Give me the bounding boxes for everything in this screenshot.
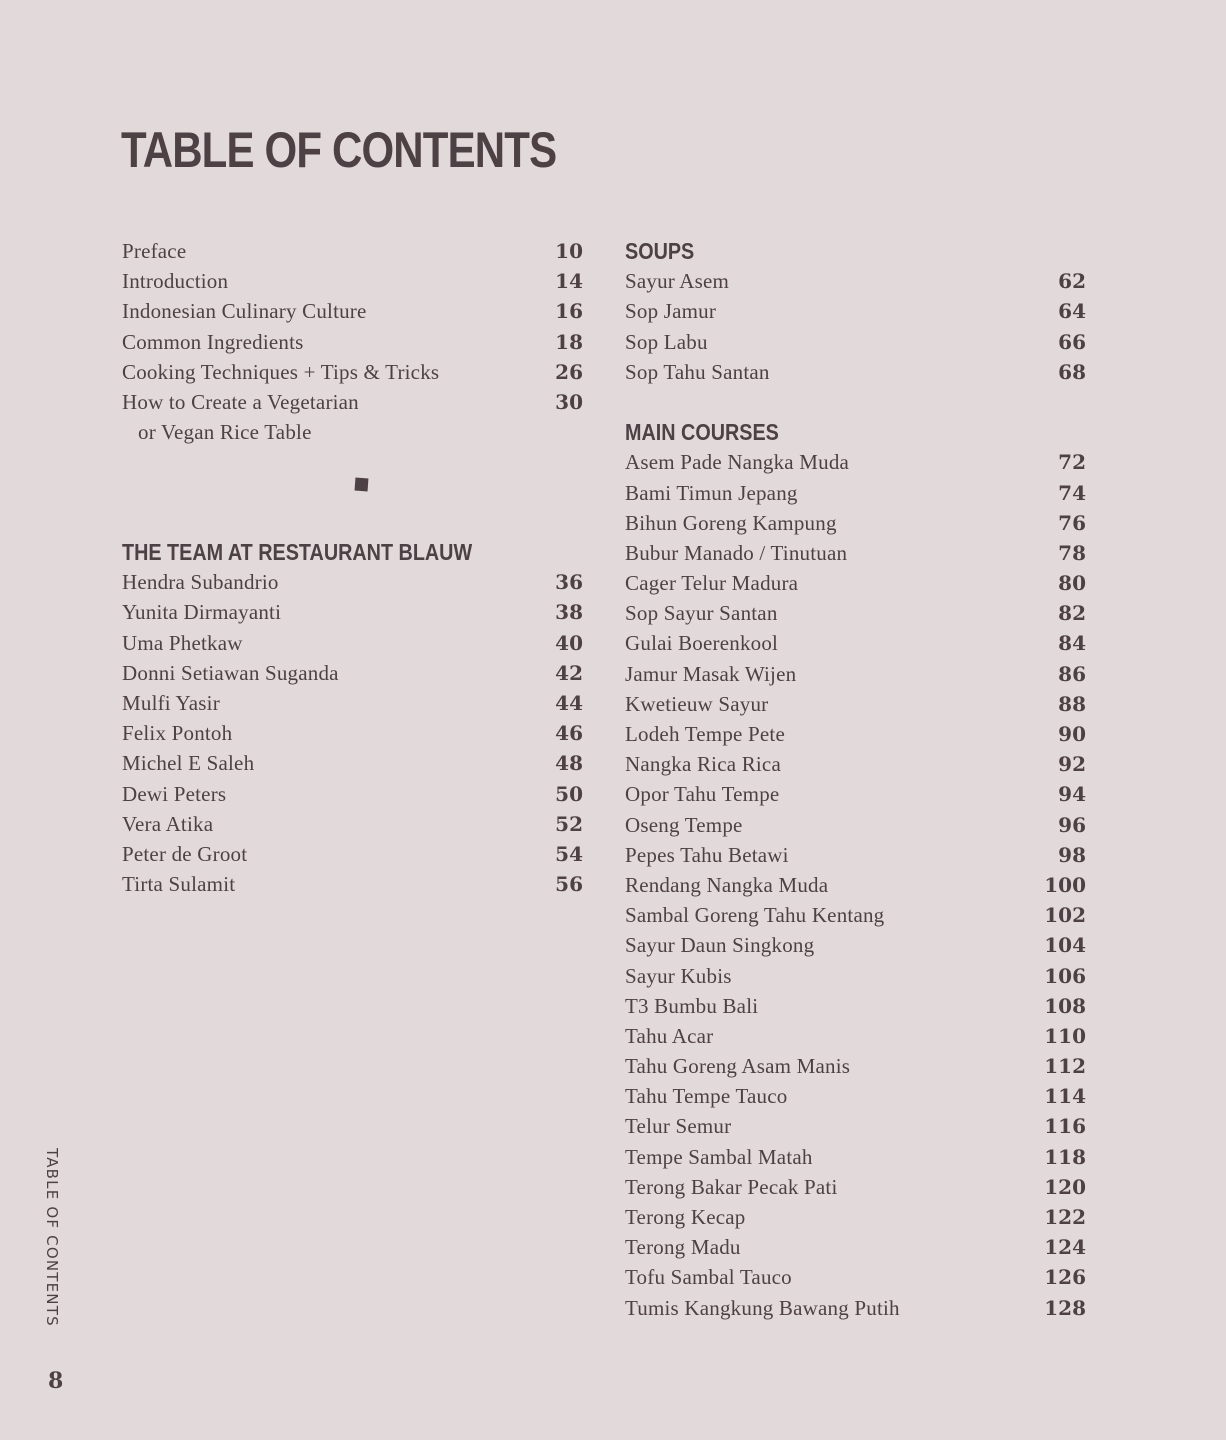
entry-title: Yunita Dirmayanti bbox=[122, 600, 282, 625]
team-section bbox=[122, 537, 583, 899]
entry-page: 108 bbox=[1044, 993, 1086, 1018]
entry-title: Indonesian Culinary Culture bbox=[122, 299, 367, 324]
toc-entry bbox=[122, 597, 583, 627]
soups-list bbox=[625, 266, 1086, 387]
entry-page: 48 bbox=[555, 751, 583, 776]
entry-page: 36 bbox=[555, 570, 583, 595]
toc-entry bbox=[625, 810, 1086, 840]
entry-page: 14 bbox=[555, 269, 583, 294]
entry-page: 94 bbox=[1058, 782, 1086, 807]
toc-entry bbox=[122, 327, 583, 357]
entry-title: Cager Telur Madura bbox=[625, 571, 799, 596]
toc-entry bbox=[625, 961, 1086, 991]
entry-title: Mulfi Yasir bbox=[122, 690, 220, 715]
section-heading-main-courses: MAIN COURSES bbox=[625, 419, 779, 446]
running-head: TABLE OF CONTENTS bbox=[43, 1148, 61, 1327]
toc-entry bbox=[122, 809, 583, 839]
entry-title: Dewi Peters bbox=[122, 781, 227, 806]
entry-title: Bihun Goreng Kampung bbox=[625, 510, 837, 535]
entry-page: 88 bbox=[1058, 691, 1086, 716]
toc-entry bbox=[122, 628, 583, 658]
entry-title: Sayur Kubis bbox=[625, 963, 732, 988]
toc-entry bbox=[625, 1111, 1086, 1141]
entry-title: Preface bbox=[122, 239, 187, 263]
entry-title: Hendra Subandrio bbox=[122, 570, 279, 595]
entry-page: 122 bbox=[1044, 1205, 1086, 1229]
entry-title: Introduction bbox=[122, 269, 229, 294]
toc-entry bbox=[625, 779, 1086, 809]
entry-page: 80 bbox=[1058, 571, 1086, 596]
entry-page: 18 bbox=[555, 329, 583, 354]
toc-entry bbox=[625, 719, 1086, 749]
entry-page: 112 bbox=[1044, 1054, 1086, 1079]
entry-title: Tahu Goreng Asam Manis bbox=[625, 1054, 851, 1079]
toc-entry bbox=[122, 357, 583, 387]
entry-page: 30 bbox=[555, 389, 583, 414]
toc-entry bbox=[122, 296, 583, 326]
entry-title: Sayur Asem bbox=[625, 269, 730, 294]
toc-entry bbox=[625, 659, 1086, 689]
entry-title: Asem Pade Nangka Muda bbox=[625, 450, 850, 475]
entry-title-continuation: or Vegan Rice Table bbox=[138, 420, 312, 445]
entry-page: 16 bbox=[555, 299, 583, 324]
entry-page: 38 bbox=[555, 600, 583, 625]
toc-entry bbox=[625, 870, 1086, 900]
entry-page: 44 bbox=[555, 690, 583, 715]
entry-page: 40 bbox=[555, 630, 583, 655]
entry-page: 50 bbox=[555, 781, 583, 806]
toc-entry bbox=[625, 628, 1086, 658]
toc-entry bbox=[122, 748, 583, 778]
entry-page: 82 bbox=[1058, 601, 1086, 626]
entry-page: 90 bbox=[1058, 722, 1086, 746]
section-spacer bbox=[625, 387, 1086, 417]
entry-page: 126 bbox=[1044, 1265, 1086, 1290]
entry-page: 86 bbox=[1058, 661, 1086, 686]
entry-title: Donni Setiawan Suganda bbox=[122, 660, 339, 685]
toc-entry bbox=[625, 1081, 1086, 1111]
page-title: TABLE OF CONTENTS bbox=[121, 122, 557, 178]
entry-page: 106 bbox=[1044, 963, 1086, 988]
toc-entry bbox=[625, 840, 1086, 870]
team-list bbox=[122, 567, 583, 899]
toc-entry bbox=[625, 900, 1086, 930]
entry-title: Oseng Tempe bbox=[625, 812, 743, 837]
entry-page: 10 bbox=[555, 239, 583, 263]
entry-title: Tofu Sambal Tauco bbox=[625, 1265, 792, 1290]
entry-title: Terong Kecap bbox=[625, 1205, 746, 1229]
entry-page: 26 bbox=[555, 359, 583, 384]
entry-page: 72 bbox=[1058, 450, 1086, 475]
entry-title: Sop Jamur bbox=[625, 299, 717, 324]
front-matter-list bbox=[122, 236, 583, 447]
entry-title: Gulai Boerenkool bbox=[625, 631, 779, 656]
entry-title: Jamur Masak Wijen bbox=[625, 661, 797, 686]
toc-entry bbox=[625, 327, 1086, 357]
entry-page: 102 bbox=[1044, 903, 1086, 928]
entry-page: 42 bbox=[555, 660, 583, 685]
entry-title: Lodeh Tempe Pete bbox=[625, 722, 785, 746]
entry-page: 62 bbox=[1058, 269, 1086, 294]
entry-title: Sop Tahu Santan bbox=[625, 359, 770, 384]
entry-title: Sop Labu bbox=[625, 329, 708, 354]
entry-page: 74 bbox=[1058, 480, 1086, 505]
toc-entry bbox=[122, 266, 583, 296]
entry-title: Cooking Techniques + Tips & Tricks bbox=[122, 359, 440, 384]
entry-page: 64 bbox=[1058, 299, 1086, 324]
entry-title: Terong Madu bbox=[625, 1235, 741, 1260]
toc-entry bbox=[625, 1051, 1086, 1081]
toc-entry bbox=[625, 538, 1086, 568]
entry-title: Tempe Sambal Matah bbox=[625, 1144, 813, 1169]
entry-page: 100 bbox=[1044, 872, 1086, 897]
entry-title: Bubur Manado / Tinutuan bbox=[625, 540, 848, 565]
entry-title: Bami Timun Jepang bbox=[625, 480, 798, 505]
toc-entry bbox=[625, 1293, 1086, 1323]
entry-page: 98 bbox=[1058, 842, 1086, 867]
toc-entry bbox=[625, 598, 1086, 628]
entry-title: Sayur Daun Singkong bbox=[625, 933, 815, 958]
entry-title: Uma Phetkaw bbox=[122, 630, 243, 655]
toc-entry bbox=[625, 930, 1086, 960]
toc-entry bbox=[625, 508, 1086, 538]
entry-page: 116 bbox=[1044, 1114, 1086, 1139]
toc-entry bbox=[625, 1232, 1086, 1262]
entry-page: 84 bbox=[1058, 631, 1086, 656]
toc-entry bbox=[625, 447, 1086, 477]
entry-title: Terong Bakar Pecak Pati bbox=[625, 1174, 838, 1199]
toc-entry bbox=[625, 1202, 1086, 1232]
entry-page: 66 bbox=[1058, 329, 1086, 354]
entry-title: Tahu Acar bbox=[625, 1023, 714, 1048]
entry-title: Tumis Kangkung Bawang Putih bbox=[625, 1295, 900, 1320]
entry-page: 76 bbox=[1058, 510, 1086, 535]
toc-entry bbox=[625, 357, 1086, 387]
toc-entry bbox=[122, 718, 583, 748]
ornament-square-icon bbox=[355, 478, 369, 492]
toc-entry bbox=[122, 567, 583, 597]
entry-page: 114 bbox=[1044, 1084, 1086, 1109]
entry-title-line: How to Create a Vegetarian bbox=[122, 389, 359, 414]
entry-page: 118 bbox=[1044, 1144, 1086, 1169]
entry-page: 92 bbox=[1058, 752, 1086, 777]
toc-entry bbox=[625, 991, 1086, 1021]
toc-entry bbox=[625, 1172, 1086, 1202]
entry-title bbox=[122, 387, 359, 447]
toc-entry bbox=[122, 688, 583, 718]
toc-entry bbox=[625, 478, 1086, 508]
toc-entry bbox=[625, 1142, 1086, 1172]
entry-title: Telur Semur bbox=[625, 1114, 732, 1139]
entry-title: Tahu Tempe Tauco bbox=[625, 1084, 788, 1109]
section-heading-team: THE TEAM AT RESTAURANT BLAUW bbox=[122, 539, 473, 565]
entry-title: Common Ingredients bbox=[122, 329, 304, 354]
main-courses-list bbox=[625, 447, 1086, 1322]
entry-title: Pepes Tahu Betawi bbox=[625, 842, 789, 867]
entry-title: Felix Pontoh bbox=[122, 721, 233, 746]
entry-title: Sambal Goreng Tahu Kentang bbox=[625, 903, 885, 928]
entry-title: Kwetieuw Sayur bbox=[625, 691, 769, 716]
entry-page: 128 bbox=[1044, 1295, 1086, 1320]
toc-right-column bbox=[625, 236, 1086, 1323]
entry-page: 110 bbox=[1044, 1023, 1086, 1048]
entry-page: 120 bbox=[1044, 1174, 1086, 1199]
entry-title: Nangka Rica Rica bbox=[625, 752, 781, 777]
entry-page: 78 bbox=[1058, 540, 1086, 565]
entry-page: 54 bbox=[555, 841, 583, 866]
page-number: 8 bbox=[48, 1368, 64, 1394]
entry-title: Vera Atika bbox=[122, 811, 214, 836]
toc-entry bbox=[625, 749, 1086, 779]
toc-entry bbox=[625, 266, 1086, 296]
entry-title: Sop Sayur Santan bbox=[625, 601, 778, 626]
toc-entry bbox=[122, 387, 583, 447]
entry-page: 52 bbox=[555, 811, 583, 836]
entry-title: Opor Tahu Tempe bbox=[625, 782, 780, 807]
toc-entry bbox=[625, 296, 1086, 326]
entry-title: Michel E Saleh bbox=[122, 751, 255, 776]
toc-entry bbox=[122, 869, 583, 899]
entry-title: Rendang Nangka Muda bbox=[625, 872, 829, 897]
toc-entry bbox=[122, 658, 583, 688]
entry-title: T3 Bumbu Bali bbox=[625, 993, 759, 1018]
toc-left-column bbox=[122, 236, 583, 447]
entry-page: 124 bbox=[1044, 1235, 1086, 1260]
toc-entry bbox=[122, 236, 583, 266]
toc-entry bbox=[625, 1021, 1086, 1051]
entry-title: Peter de Groot bbox=[122, 841, 248, 866]
entry-page: 104 bbox=[1044, 933, 1086, 958]
toc-entry bbox=[625, 689, 1086, 719]
toc-entry bbox=[625, 1262, 1086, 1292]
entry-page: 56 bbox=[555, 872, 583, 897]
toc-entry bbox=[625, 568, 1086, 598]
entry-page: 68 bbox=[1058, 359, 1086, 384]
entry-title: Tirta Sulamit bbox=[122, 872, 236, 897]
entry-page: 46 bbox=[555, 721, 583, 746]
section-heading-soups: SOUPS bbox=[625, 238, 695, 264]
toc-entry bbox=[122, 839, 583, 869]
entry-page: 96 bbox=[1058, 812, 1086, 837]
toc-entry bbox=[122, 779, 583, 809]
